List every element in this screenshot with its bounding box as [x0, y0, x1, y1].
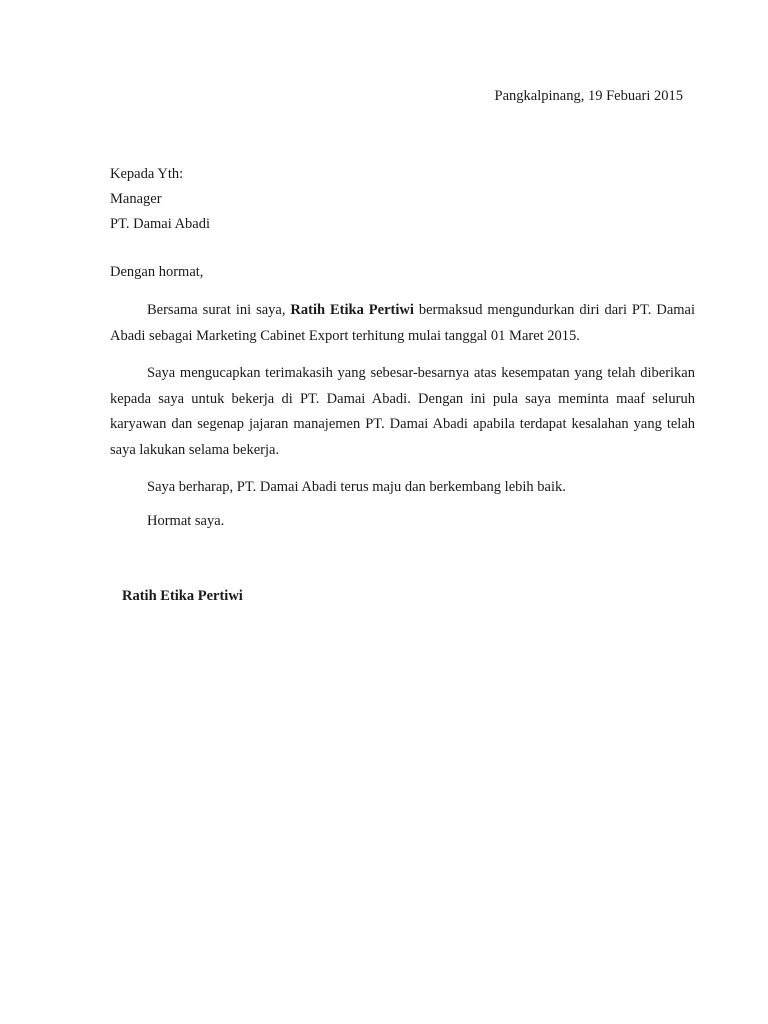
letter-body [110, 298, 695, 513]
paragraph-resignation [110, 298, 695, 349]
paragraph-resignation-intro: Bersama surat ini saya, [147, 302, 291, 318]
place-date: Pangkalpinang, 19 Febuari 2015 [494, 88, 683, 104]
closing: Hormat saya. [147, 513, 225, 529]
signature-name: Ratih Etika Pertiwi [122, 588, 243, 604]
paragraph-wishes: Saya berharap, PT. Damai Abadi terus maju dan berkembang lebih baik. [147, 479, 566, 495]
paragraph-resignation-rest: bermaksud mengundurkan diri dari PT. Damai Abadi sebagai Marketing Cabinet Export terhitung mulai tanggal 01 Maret 2015. [110, 302, 696, 344]
paragraph-thanks: Saya mengucapkan terimakasih yang sebesar-besarnya atas kesempatan yang telah diberikan kepada saya untuk bekerja di PT. Damai Abadi. Dengan ini pula saya meminta maaf seluruh karyawan dan segenap jajaran manajemen PT. Damai Abadi apabila terdapat kesalahan yang telah saya lakukan selama bekerja. [110, 365, 695, 458]
recipient-greeting: Kepada Yth: [110, 166, 184, 182]
recipient-company: PT. Damai Abadi [110, 216, 211, 232]
recipient-title: Manager [110, 191, 162, 207]
recipient-block [110, 162, 210, 237]
salutation: Dengan hormat, [110, 264, 204, 280]
sender-name-inline: Ratih Etika Pertiwi [290, 302, 414, 318]
